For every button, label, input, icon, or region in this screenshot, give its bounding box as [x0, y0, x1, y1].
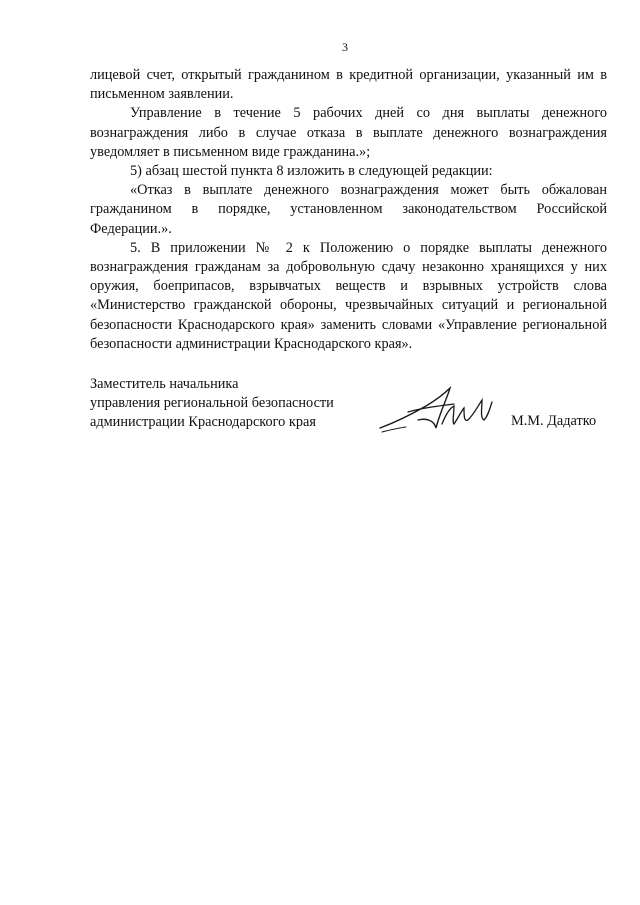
signatory-name: М.М. Дадатко [511, 413, 597, 429]
signatory-position [90, 375, 334, 432]
paragraph-5: 5. В приложении № 2 к Положению о порядке выплаты денежного вознаграждения гражданам за добровольную сдачу незаконно хранящихся у них оружия, боеприпасов, взрывчатых веществ и взрывных устройств слова «Министерство гражданской обороны, чрезвычайных ситуаций и региональной безопасности Краснодарского края» заменить словами «Управление региональной безопасности администрации Краснодарского края». [90, 239, 607, 352]
paragraph-2: Управление в течение 5 рабочих дней со дня выплаты денежного вознаграждения либо в случае отказа в выплате денежного вознаграждения уведомляет в письменном виде гражданина.»; [90, 105, 607, 160]
paragraph-4: «Отказ в выплате денежного вознаграждения может быть обжалован гражданином в порядке, установленном законодательством Российской Федерации.». [90, 182, 607, 237]
document-body [90, 66, 607, 354]
signatory-position-line-2: управления региональной безопасности [90, 395, 334, 411]
signatory-position-line-3: администрации Краснодарского края [90, 414, 316, 430]
page-number: 3 [342, 40, 348, 54]
paragraph-3: 5) абзац шестой пункта 8 изложить в следующей редакции: [130, 163, 493, 180]
signatory-position-line-1: Заместитель начальника [90, 376, 239, 392]
paragraph-1: лицевой счет, открытый гражданином в кредитной организации, указанный им в письменном заявлении. [90, 67, 607, 103]
handwritten-signature [378, 384, 496, 436]
